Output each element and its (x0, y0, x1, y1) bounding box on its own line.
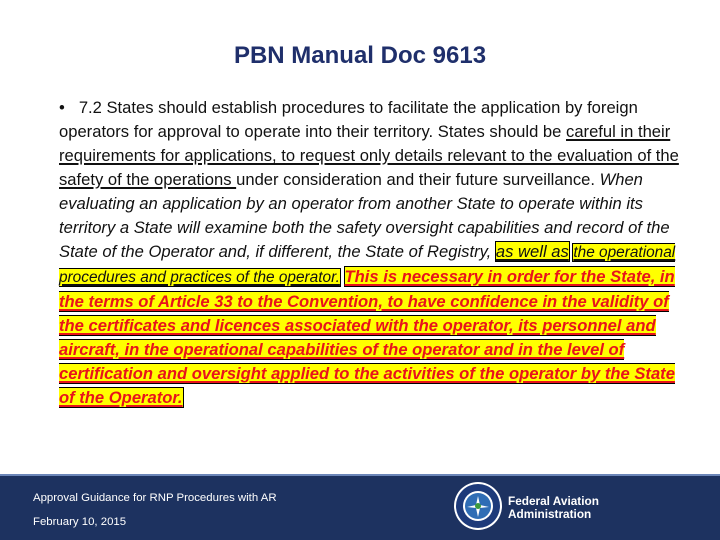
paragraph-intro: 7.2 States should establish procedures to facilitate the application by foreign operators for approval to operate into their territory. States should be (59, 98, 638, 141)
footer-document-title: Approval Guidance for RNP Procedures with AR (33, 492, 277, 504)
footer-date: February 10, 2015 (33, 516, 127, 528)
agency-name-line1: Federal Aviation (508, 494, 599, 508)
faa-seal-icon (453, 481, 503, 531)
body-paragraph (59, 96, 687, 410)
underlined-requirement-text: careful in their requirements for applications, to request only details relevant to the evaluation of the safety of the operations (59, 122, 679, 189)
highlighted-as-well-as: as well as (495, 242, 569, 261)
highlighted-operational-procedures: the operational procedures and practices of the operator. (59, 244, 676, 286)
footer-divider (0, 474, 720, 476)
agency-name-line2: Administration (508, 507, 592, 521)
agency-name (508, 495, 599, 521)
italic-evaluation-text: When evaluating an application by an operator from another State to operate within its territory a State will examine both the safety oversight capabilities and record of the State of the Operator and, if different, the State of Registry, (59, 170, 670, 261)
red-necessity-text: This is necessary in order for the State, in the terms of Article 33 to the Convention, to have confidence in the validity of the certificates and licences associated with the operator, its personnel and aircraft, in the operational capabilities of the operator and in the level of certification and oversight applied to the activities of the operator by the State of the Operator. (59, 267, 675, 407)
bullet-point: • (59, 98, 65, 117)
footer-bar (0, 474, 720, 540)
paragraph-continuation: under consideration and their future surveillance. (236, 170, 600, 189)
page-title: PBN Manual Doc 9613 (233, 42, 487, 69)
